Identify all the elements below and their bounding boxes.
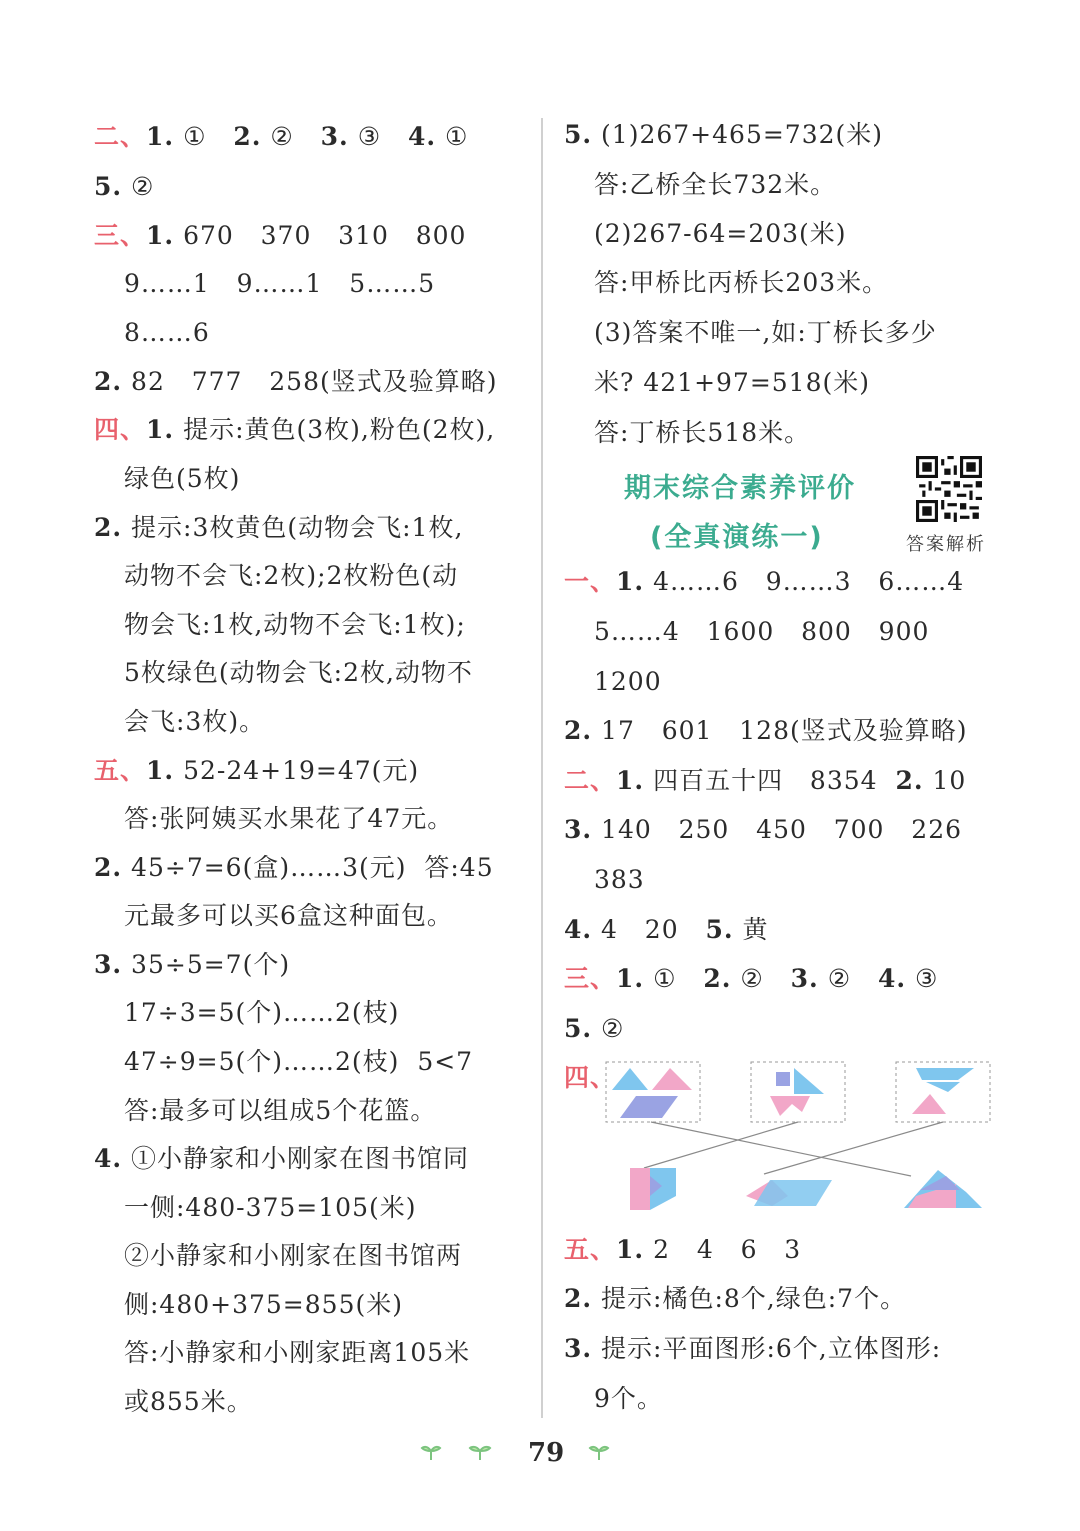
answer-text: (3)答案不唯一,如:丁桥长多少 [594,318,937,347]
answer-text: 提示:平面图形:6个,立体图形: [592,1334,942,1363]
question-number: 1. [146,756,175,785]
pink-shape [770,1096,810,1116]
question-number: 2. [94,367,123,396]
answer-line [124,998,399,1028]
answer-text: 47÷9=5(个)……2(枝) 5<7 [124,1047,474,1076]
answer-text: ② [592,1014,625,1043]
question-number: 5. [705,915,734,944]
question-number: 4. [407,122,437,151]
question-number: 2. [94,853,123,882]
pink-triangle [652,1068,692,1090]
question-number: 1. [616,1235,645,1264]
answer-line [124,1290,403,1320]
section-marker: 二、 [94,122,147,151]
section-marker: 五、 [564,1235,617,1264]
answer-text: 黄 [733,915,769,944]
question-number: 3. [320,122,349,151]
question-number: 2. [233,122,262,151]
answer-line [124,1241,462,1271]
answer-text: 10 [923,766,967,795]
answer-text: 提示:橘色:8个,绿色:7个。 [592,1284,907,1313]
answer-text: 4 20 [592,915,706,944]
question-number: 2. [564,716,593,745]
answer-text: ① [436,122,469,151]
answer-text: 提示:3枚黄色(动物会飞:1枚, [122,513,464,542]
tangram-matching-figure [596,1056,996,1218]
answer-text: 9……1 9……1 5……5 [124,269,436,298]
bottom1-pink [630,1168,650,1210]
question-number: 4. [877,964,907,993]
answer-text: 答:乙桥全长732米。 [594,170,837,199]
answer-line [94,756,419,786]
question-number: 1. [146,221,175,250]
section-marker: 四、 [564,1063,617,1092]
blue-triangle-3 [926,1082,960,1092]
question-number: 2. [703,964,732,993]
answer-line [94,513,463,543]
answer-text: ② [818,964,878,993]
answer-line [594,1384,663,1414]
question-number: 3. [564,1334,593,1363]
answer-line [94,1144,469,1174]
answer-text: ② [261,122,321,151]
answer-text: 物会飞:1枚,动物不会飞:1枚); [124,610,466,639]
section-marker: 一、 [564,567,617,596]
sprout-icon [468,1442,492,1462]
answer-text: 四百五十四 8354 [644,766,896,795]
answer-line [564,964,938,994]
answer-text: ② [122,172,155,201]
answer-text: 答:甲桥比丙桥长203米。 [594,268,889,297]
answer-line [594,368,870,398]
qr-label: 答案解析 [906,534,986,555]
answer-text: 绿色(5枚) [124,464,241,493]
answer-text: 一侧:480-375=105(米) [124,1193,417,1222]
question-number: 2. [564,1284,593,1313]
answer-line [594,617,929,647]
section-marker: 三、 [94,221,147,250]
answer-line [94,221,466,251]
answer-text: ② [731,964,791,993]
section-marker: 四、 [94,415,147,444]
answer-line [564,766,966,796]
answer-text: 1200 [594,667,662,696]
question-number: 3. [790,964,819,993]
answer-line [564,1235,801,1265]
answer-line [124,561,458,591]
purple-square [776,1072,790,1086]
answer-text: 45÷7=6(盒)……3(元) 答:45 [122,853,494,882]
question-number: 3. [564,815,593,844]
answer-line [564,815,962,845]
blue-triangle-2 [794,1068,824,1094]
qr-code-icon[interactable] [916,456,982,522]
answer-line [594,667,662,697]
answer-line [124,707,265,737]
answer-line [94,950,290,980]
answer-line [564,1284,906,1314]
answer-line [564,1014,624,1044]
answer-line [564,1334,941,1364]
answer-line [594,219,847,249]
page-number: 79 [528,1438,565,1468]
answer-line [94,415,495,445]
answer-line [594,268,888,298]
answer-line [94,172,154,202]
answer-text: 米? 421+97=518(米) [594,368,870,397]
answer-text: 17÷3=5(个)……2(枝) [124,998,400,1027]
answer-line [124,1387,253,1417]
answer-line [124,658,473,688]
answer-line [94,853,494,883]
answer-text: 会飞:3枚)。 [124,707,266,736]
answer-text: 元最多可以买6盒这种面包。 [124,901,453,930]
answer-line [564,716,968,746]
answer-text: 或855米。 [124,1387,253,1416]
question-number: 1. [146,415,175,444]
column-divider [541,118,543,1418]
answer-text: ① [644,964,704,993]
answer-line [124,1193,416,1223]
answer-text: 答:张阿姨买水果花了47元。 [124,804,454,833]
match-line-3 [764,1122,943,1174]
answer-text: 5……4 1600 800 900 [594,617,930,646]
answer-text: 8……6 [124,318,210,347]
answer-text: ①小静家和小刚家在图书馆同 [122,1144,470,1173]
question-number: 1. [146,122,175,151]
answer-line [124,269,435,299]
question-number: 5. [94,172,123,201]
answer-text: 5枚绿色(动物会飞:2枚,动物不 [124,658,473,687]
pink-triangle-2 [912,1094,946,1114]
answer-line [594,170,836,200]
answer-text: ① [174,122,234,151]
answer-text: ③ [906,964,939,993]
answer-line [124,610,466,640]
blue-parallelogram [916,1068,974,1080]
answer-text: 动物不会飞:2枚);2枚粉色(动 [124,561,459,590]
section-marker: 五、 [94,756,147,785]
answer-text: 答:小静家和小刚家距离105米 [124,1338,471,1367]
answer-text: 17 601 128(竖式及验算略) [592,716,968,745]
answer-line [94,367,498,397]
answer-line [564,120,883,150]
answer-text: 52-24+19=47(元) [174,756,420,785]
answer-text: 82 777 258(竖式及验算略) [122,367,498,396]
section-marker: 二、 [564,766,617,795]
answer-line [94,122,468,152]
question-number: 1. [616,766,645,795]
answer-line [124,1096,436,1126]
answer-text: 140 250 450 700 226 [592,815,963,844]
answer-text: 提示:黄色(3枚),粉色(2枚), [174,415,496,444]
blue-triangle [612,1068,648,1090]
answer-text: 670 370 310 800 [174,221,467,250]
answer-text: ②小静家和小刚家在图书馆两 [124,1241,463,1270]
match-line-2 [644,1122,798,1168]
answer-text: 9个。 [594,1384,663,1413]
answer-text: 35÷5=7(个) [122,950,291,979]
answer-line [124,901,453,931]
answer-line [124,464,240,494]
answer-line [594,318,937,348]
answer-text: ③ [348,122,408,151]
question-number: 3. [94,950,123,979]
answer-text: 侧:480+375=855(米) [124,1290,403,1319]
answer-line [124,804,453,834]
question-number: 4. [564,915,593,944]
answer-line [594,865,645,895]
sprout-icon [420,1442,442,1462]
answer-line [124,318,210,348]
match-line-1 [651,1122,911,1176]
answer-text: (1)267+465=732(米) [592,120,884,149]
question-number: 2. [895,766,924,795]
question-number: 1. [616,964,645,993]
section-subtitle: (全真演练一) [650,522,824,553]
question-number: 4. [94,1144,123,1173]
question-number: 5. [564,120,593,149]
question-number: 1. [616,567,645,596]
answer-line [124,1338,470,1368]
section-marker: 三、 [564,964,617,993]
question-number: 5. [564,1014,593,1043]
answer-text: 答:最多可以组成5个花篮。 [124,1096,437,1125]
question-number: 2. [94,513,123,542]
answer-text: (2)267-64=203(米) [594,219,847,248]
answer-line [594,418,810,448]
answer-text: 4……6 9……3 6……4 [644,567,965,596]
answer-line [564,915,769,945]
sprout-icon [588,1442,610,1462]
answer-line [124,1047,473,1077]
answer-text: 2 4 6 3 [644,1235,802,1264]
answer-line [564,567,964,597]
section-title: 期末综合素养评价 [624,473,856,504]
answer-text: 383 [594,865,645,894]
answer-text: 答:丁桥长518米。 [594,418,811,447]
purple-parallelogram [620,1096,678,1118]
